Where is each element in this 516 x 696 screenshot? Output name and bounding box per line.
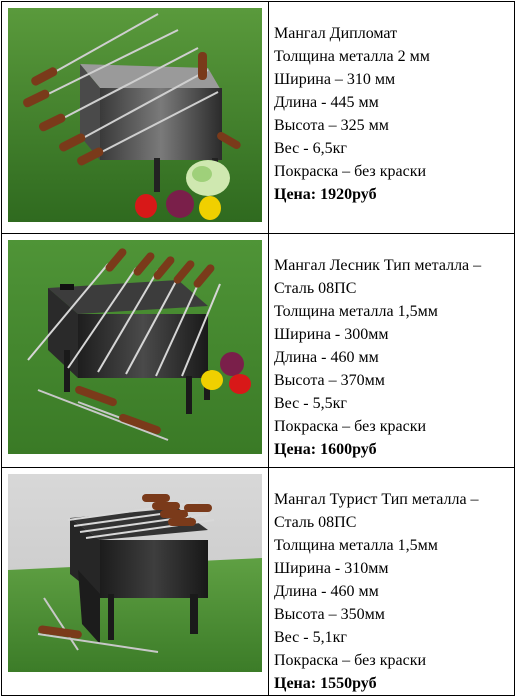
product-name: Мангал Лесник Тип металла – [274,257,482,274]
grill-turist-photo [8,474,262,672]
spec-height: Высота – 325 мм [274,117,389,134]
product-price: Цена: 1550руб [274,675,377,692]
spec-thickness: Толщина металла 1,5мм [274,303,438,320]
spec-weight: Вес - 5,1кг [274,629,347,646]
spec-thickness: Толщина металла 1,5мм [274,537,438,554]
spec-paint: Покраска – без краски [274,163,427,180]
product-name: Мангал Турист Тип металла – [274,491,479,508]
product-image-cell [2,468,269,696]
spec-width: Ширина – 310 мм [274,71,396,88]
spec-height: Высота – 350мм [274,606,385,623]
product-info-cell [269,2,515,234]
spec-steel: Сталь 08ПС [274,280,357,297]
product-row-turist [2,468,515,696]
product-table [1,1,515,696]
product-image-cell [2,234,269,468]
spec-width: Ширина - 310мм [274,560,389,577]
grill-lesnik-photo [8,240,262,454]
spec-paint: Покраска – без краски [274,418,427,435]
spec-length: Длина - 460 мм [274,583,379,600]
product-price: Цена: 1600руб [274,441,377,458]
product-row-diplomat [2,2,515,234]
spec-steel: Сталь 08ПС [274,514,357,531]
spec-paint: Покраска – без краски [274,652,427,669]
product-price: Цена: 1920руб [274,186,377,203]
grill-diplomat-photo [8,8,262,222]
product-info-cell [269,468,515,696]
product-name: Мангал Дипломат [274,25,398,42]
spec-weight: Вес - 5,5кг [274,395,347,412]
product-info-cell [269,234,515,468]
spec-length: Длина - 460 мм [274,349,379,366]
product-row-lesnik [2,234,515,468]
spec-thickness: Толщина металла 2 мм [274,48,430,65]
spec-length: Длина - 445 мм [274,94,379,111]
spec-height: Высота – 370мм [274,372,385,389]
product-image-cell [2,2,269,234]
spec-weight: Вес - 6,5кг [274,140,347,157]
spec-width: Ширина - 300мм [274,326,389,343]
